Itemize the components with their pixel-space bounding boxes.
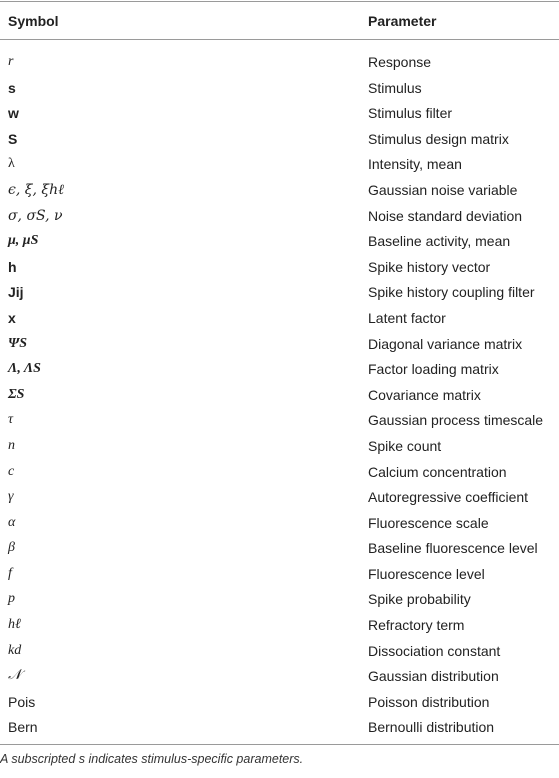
parameter-cell: Response: [368, 54, 432, 70]
parameter-cell: Calcium concentration: [368, 463, 507, 480]
table-bottom-rule: [0, 744, 559, 745]
table-top-rule: [0, 1, 559, 2]
table-row: [0, 156, 559, 182]
symbol-cell: r: [8, 54, 14, 69]
symbol-cell: ΨS: [8, 335, 27, 351]
symbol-cell: hℓ: [8, 617, 21, 633]
symbol-cell: Λ, ΛS: [8, 361, 41, 377]
parameter-cell: Refractory term: [368, 617, 465, 634]
table-row: [0, 361, 559, 387]
symbol-cell: f: [8, 565, 12, 581]
table-row: [0, 412, 559, 438]
parameter-cell: Latent factor: [368, 309, 446, 326]
table-row: [0, 489, 559, 515]
table-row: [0, 540, 559, 566]
parameter-cell: Spike probability: [368, 591, 471, 608]
parameter-cell: Baseline fluorescence level: [368, 540, 538, 557]
symbol-cell: x: [8, 309, 16, 326]
symbol-cell: n: [8, 437, 15, 453]
parameter-cell: Bernoulli distribution: [368, 719, 495, 736]
header-parameter: Parameter: [368, 13, 437, 29]
table-row: [0, 438, 559, 464]
parameter-cell: Fluorescence level: [368, 565, 485, 582]
parameter-cell: Poisson distribution: [368, 693, 490, 710]
table-body: [0, 54, 559, 745]
parameter-cell: Intensity, mean: [368, 156, 462, 173]
symbol-cell: h: [8, 258, 17, 275]
symbol-cell: kd: [8, 642, 22, 658]
table-row: [0, 668, 559, 694]
table-row: [0, 105, 559, 131]
symbol-cell: λ: [8, 156, 15, 172]
symbol-cell: Pois: [8, 693, 36, 710]
parameter-cell: Spike count: [368, 437, 442, 454]
parameter-cell: Noise standard deviation: [368, 207, 523, 224]
table-row: [0, 566, 559, 592]
symbol-cell: γ: [8, 489, 14, 505]
table-row: [0, 310, 559, 336]
parameter-cell: Baseline activity, mean: [368, 233, 511, 250]
table-row: [0, 336, 559, 362]
symbol-cell: s: [8, 79, 16, 96]
symbol-cell: w: [8, 105, 19, 122]
symbol-cell: σ, σS, ν: [8, 207, 63, 224]
header-symbol: Symbol: [8, 13, 59, 29]
parameter-cell: Covariance matrix: [368, 386, 481, 403]
table-row: [0, 54, 559, 80]
symbol-cell: ΣS: [8, 386, 25, 402]
parameter-cell: Stimulus: [368, 79, 422, 96]
table-row: [0, 591, 559, 617]
table-row: [0, 208, 559, 234]
header-rule: [0, 39, 559, 40]
table-row: [0, 719, 559, 745]
table-row: [0, 387, 559, 413]
parameter-cell: Dissociation constant: [368, 642, 501, 659]
symbol-cell: α: [8, 514, 16, 530]
table-row: [0, 694, 559, 720]
table-row: [0, 643, 559, 669]
parameter-cell: Diagonal variance matrix: [368, 335, 523, 352]
symbol-cell: β: [8, 540, 15, 556]
table-row: [0, 284, 559, 310]
parameter-cell: Gaussian process timescale: [368, 412, 544, 429]
symbol-cell: p: [8, 591, 15, 607]
table-row: [0, 131, 559, 157]
table-row: [0, 182, 559, 208]
table-row: [0, 464, 559, 490]
parameter-cell: Gaussian noise variable: [368, 181, 518, 198]
table-footnote: A subscripted s indicates stimulus-specific parameters.: [0, 752, 304, 766]
parameter-cell: Spike history coupling filter: [368, 284, 535, 301]
parameter-cell: Stimulus filter: [368, 105, 453, 122]
symbol-cell: ϵ, ξ, ξhℓ: [8, 181, 64, 198]
parameter-cell: Spike history vector: [368, 258, 491, 275]
table-row: [0, 233, 559, 259]
symbol-cell: μ, μS: [8, 233, 39, 249]
symbol-cell: τ: [8, 412, 14, 428]
parameter-cell: Stimulus design matrix: [368, 130, 509, 147]
table-row: [0, 617, 559, 643]
parameter-cell: Factor loading matrix: [368, 361, 499, 378]
table-row: [0, 80, 559, 106]
parameter-cell: Gaussian distribution: [368, 668, 499, 685]
parameter-cell: Autoregressive coefficient: [368, 489, 529, 506]
table-row: [0, 259, 559, 285]
symbol-cell: c: [8, 463, 15, 479]
table-row: [0, 515, 559, 541]
symbol-cell: S: [8, 130, 18, 147]
parameter-cell: Fluorescence scale: [368, 514, 489, 531]
symbol-cell: Bern: [8, 719, 38, 736]
symbol-cell: Jij: [8, 284, 24, 301]
symbol-cell: 𝒩: [8, 668, 22, 684]
